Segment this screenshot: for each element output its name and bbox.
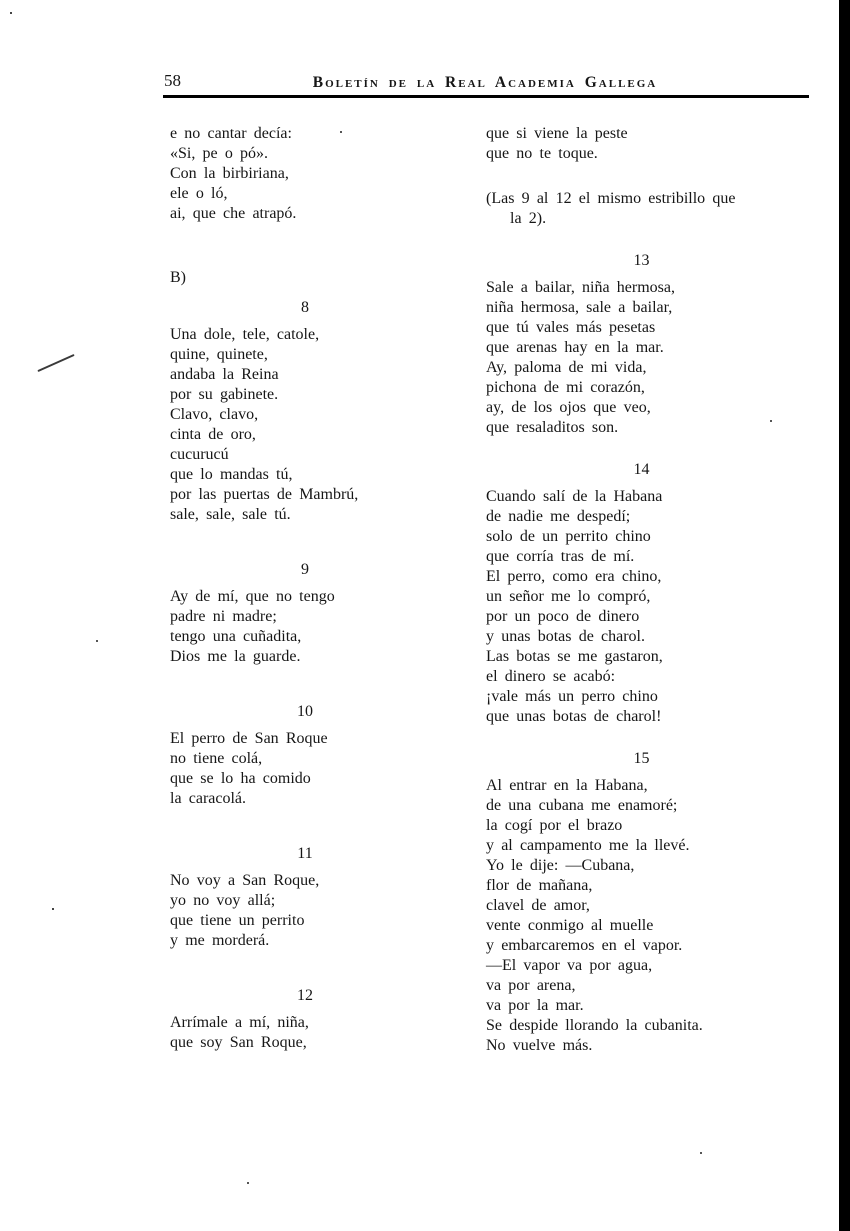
verse-line: que no te toque. (486, 145, 598, 162)
verse-line: y al campamento me la llevé. (486, 837, 690, 854)
text-columns (170, 124, 815, 1056)
verse-line: ai, que che atrapó. (170, 205, 297, 222)
scratch-mark (37, 354, 74, 372)
verse-line: El perro, como era chino, (486, 568, 662, 585)
stanza-number: 10 (297, 703, 313, 720)
verse-line: que soy San Roque, (170, 1034, 307, 1051)
stanza-14 (486, 460, 815, 727)
verse-line: de una cubana me enamoré; (486, 797, 678, 814)
verse-line: quine, quinete, (170, 346, 268, 363)
stanza-lines (170, 587, 478, 667)
verse-line: flor de mañana, (486, 877, 593, 894)
stanza-8 (170, 298, 478, 525)
verse-line: y embarcaremos en el vapor. (486, 937, 683, 954)
stanza-15 (486, 749, 815, 1056)
verse-line: que tú vales más pesetas (486, 319, 656, 336)
verse-line: El perro de San Roque (170, 730, 328, 747)
stanza-10 (170, 702, 478, 809)
verse-line: por un poco de dinero (486, 608, 640, 625)
verse-line: va por la mar. (486, 997, 584, 1014)
right-column (486, 124, 815, 1056)
verse-line: tengo una cuñadita, (170, 628, 302, 645)
verse-line: Yo le dije: —Cubana, (486, 857, 635, 874)
verse-line: andaba la Reina (170, 366, 279, 383)
verse-line: «Si, pe o pó». (170, 145, 269, 162)
verse-line: Cuando salí de la Habana (486, 488, 663, 505)
verse-line: que resaladitos son. (486, 419, 619, 436)
verse-line: Las botas se me gastaron, (486, 648, 663, 665)
editorial-note-line: (Las 9 al 12 el mismo estribillo que (486, 190, 736, 207)
verse-line: que tiene un perrito (170, 912, 305, 929)
verse-line: No voy a San Roque, (170, 872, 320, 889)
verse-line: Dios me la guarde. (170, 648, 301, 665)
verse-line: de nadie me despedí; (486, 508, 631, 525)
stanza-lines (486, 278, 815, 438)
stanza-9 (170, 560, 478, 667)
verse-line: un señor me lo compró, (486, 588, 651, 605)
verse-line: por su gabinete. (170, 386, 279, 403)
verse-line: e no cantar decía: (170, 125, 292, 142)
stanza-lines (486, 487, 815, 727)
verse-line: ay, de los ojos que veo, (486, 399, 651, 416)
stanza-lines (170, 1013, 478, 1053)
part-label: B) (170, 269, 186, 286)
verse-line: Arrímale a mí, niña, (170, 1014, 309, 1031)
verse-line: solo de un perrito chino (486, 528, 651, 545)
verse-line: va por arena, (486, 977, 576, 994)
verse-line: Sale a bailar, niña hermosa, (486, 279, 675, 296)
stanza-12 (170, 986, 478, 1053)
verse-line: la cogí por el brazo (486, 817, 623, 834)
stanza-12-continuation (486, 124, 815, 164)
verse-line: sale, sale, sale tú. (170, 506, 291, 523)
editorial-note (486, 189, 815, 229)
verse-line: ele o ló, (170, 185, 228, 202)
verse-line: No vuelve más. (486, 1037, 593, 1054)
verse-line: y unas botas de charol. (486, 628, 645, 645)
stanza-number: 9 (301, 561, 309, 578)
stanza-number: 13 (633, 252, 650, 269)
verse-line: Clavo, clavo, (170, 406, 259, 423)
verse-line: cucurucú (170, 446, 229, 463)
page-number: 58 (164, 71, 181, 90)
stanza-lines (170, 325, 478, 525)
running-title: Boletín de la Real Academia Gallega (312, 74, 658, 91)
left-column (170, 124, 478, 1056)
verse-line: padre ni madre; (170, 608, 277, 625)
scan-specks (0, 0, 2, 2)
verse-line: y me morderá. (170, 932, 270, 949)
stanza-lines (486, 776, 815, 1056)
stanza-lines (170, 871, 478, 951)
verse-line: Una dole, tele, catole, (170, 326, 320, 343)
verse-line: ¡vale más un perro chino (486, 688, 658, 705)
verse-line: que corría tras de mí. (486, 548, 635, 565)
verse-line: que si viene la peste (486, 125, 628, 142)
verse-line: que arenas hay en la mar. (486, 339, 664, 356)
stanza-number: 12 (297, 987, 313, 1004)
verse-line: cinta de oro, (170, 426, 256, 443)
verse-line: yo no voy allá; (170, 892, 276, 909)
stanza-7-continuation (170, 124, 478, 224)
verse-line: vente conmigo al muelle (486, 917, 654, 934)
stanza-number: 14 (633, 461, 650, 478)
stanza-number: 11 (297, 845, 313, 862)
stanza-11 (170, 844, 478, 951)
verse-line: que se lo ha comido (170, 770, 311, 787)
verse-line: Se despide llorando la cubanita. (486, 1017, 703, 1034)
verse-line: Al entrar en la Habana, (486, 777, 648, 794)
verse-line: que unas botas de charol! (486, 708, 662, 725)
verse-line: Ay, paloma de mi vida, (486, 359, 647, 376)
stanza-lines (170, 729, 478, 809)
stanza-number: 15 (633, 750, 650, 767)
stanza-13 (486, 251, 815, 438)
verse-line: que lo mandas tú, (170, 466, 293, 483)
scan-gutter-bar (839, 0, 850, 1231)
verse-line: —El vapor va por agua, (486, 957, 653, 974)
verse-line: no tiene colá, (170, 750, 263, 767)
verse-line: niña hermosa, sale a bailar, (486, 299, 673, 316)
verse-line: Con la birbiriana, (170, 165, 289, 182)
verse-line: clavel de amor, (486, 897, 590, 914)
verse-line: Ay de mí, que no tengo (170, 588, 335, 605)
verse-line: por las puertas de Mambrú, (170, 486, 359, 503)
verse-line: pichona de mi corazón, (486, 379, 645, 396)
verse-line: el dinero se acabó: (486, 668, 616, 685)
editorial-note-line: la 2). (510, 210, 547, 227)
verse-line: la caracolá. (170, 790, 247, 807)
header-rule (163, 95, 809, 98)
stanza-number: 8 (301, 299, 309, 316)
